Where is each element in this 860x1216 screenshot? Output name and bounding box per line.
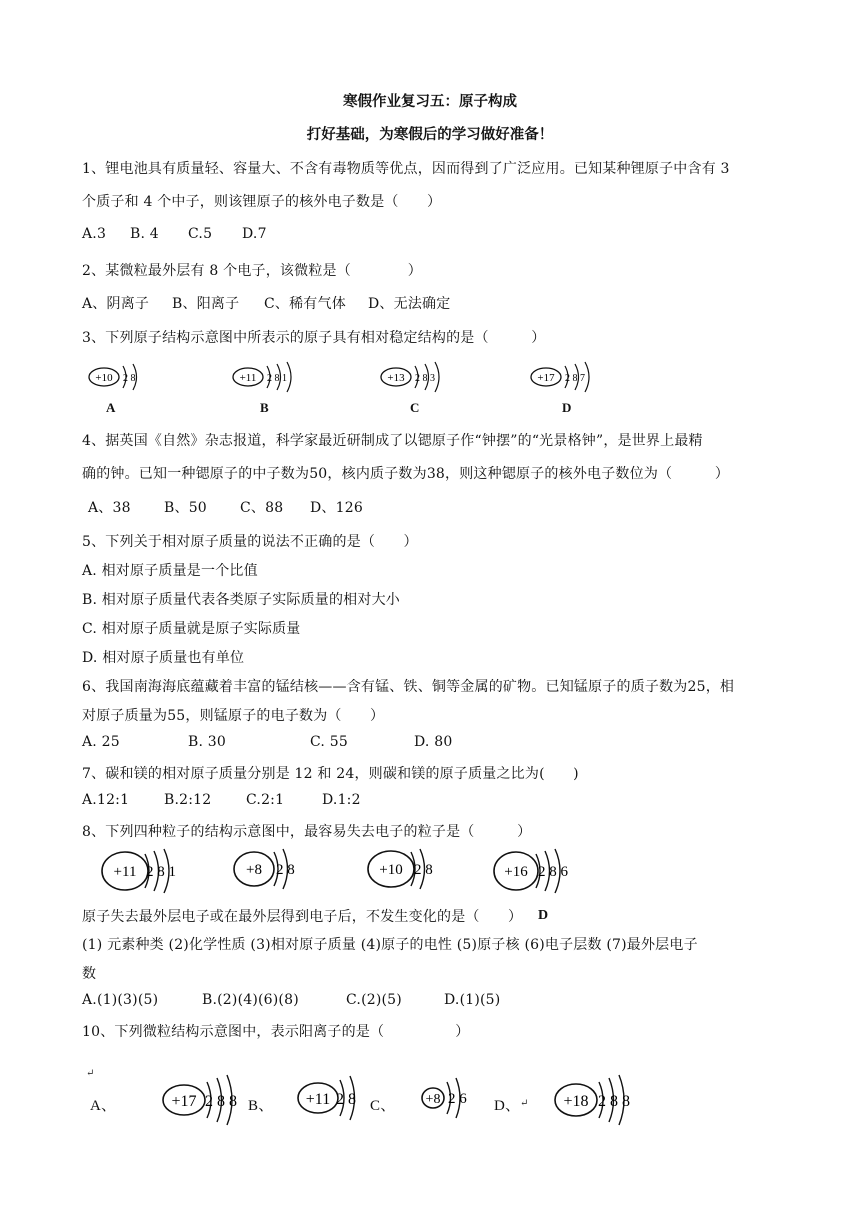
q3-letter-b: B [260,400,269,415]
q3-b-shells: 2 8 1 [267,373,287,384]
q9-option-d: D.(1)(5) [444,992,501,1008]
paragraph-mark-d: ↵ [520,1098,529,1109]
q8-d-shells: 2 8 6 [538,864,568,880]
q8-d-nucleus: +16 [504,864,528,880]
q5-option-c: C. 相对原子质量就是原子实际质量 [82,621,301,637]
q10-label-a: A、 [90,1098,117,1114]
q9-option-b: B.(2)(4)(6)(8) [202,992,299,1008]
page-title: 寒假作业复习五：原子构成 [343,93,517,110]
q8-diagram-b [232,846,312,896]
q3-letter-a: A [106,400,116,415]
q5-option-d: D. 相对原子质量也有单位 [82,650,245,666]
q9-option-c: C.(2)(5) [346,992,402,1008]
q10-d-nucleus: +18 [563,1093,589,1110]
q8-c-shells: 2 8 [414,862,433,878]
q3-a-nucleus: +10 [95,372,113,384]
q8-b-nucleus: +8 [246,862,262,878]
q3-d-shells: 2 8 7 [565,373,585,384]
q9-items-line1: (1) 元素种类 (2)化学性质 (3)相对原子质量 (4)原子的电性 (5)原子核 (6)电子层数 (7)最外层电子 [82,937,698,953]
q2-option-c: C、稀有气体 [264,296,346,312]
q8-b-shells: 2 8 [276,862,295,878]
q4-option-d: D、126 [310,500,363,516]
q4-stem-line1: 4、据英国《自然》杂志报道，科学家最近研制成了以锶原子作“钟摆”的“光景格钟”，是世界上最精 [82,433,703,449]
q3-c-nucleus: +13 [387,372,405,384]
q1-option-b: B. 4 [130,226,159,242]
q10-c-shells: 2 6 [448,1091,467,1107]
q4-option-a: A、38 [88,500,131,516]
q10-c-nucleus: +8 [425,1092,441,1107]
q7-stem: 7、碳和镁的相对原子质量分别是 12 和 24，则碳和镁的原子质量之比为( ) [82,766,579,782]
q4-option-b: B、50 [164,500,207,516]
q7-option-d: D.1:2 [322,792,361,808]
q1-option-a: A.3 [82,226,107,242]
q6-option-a: A. 25 [82,734,120,750]
q7-options [82,792,361,808]
q10-diagram-c [420,1074,490,1124]
q3-diagram-b [230,360,320,394]
q5-stem: 5、下列关于相对原子质量的说法不正确的是（ ） [82,534,418,550]
q5-option-b: B. 相对原子质量代表各类原子实际质量的相对大小 [82,592,400,608]
q6-option-b: B. 30 [188,734,227,750]
q10-a-nucleus: +17 [171,1093,197,1110]
q9-stem: 原子失去最外层电子或在最外层得到电子后，不发生变化的是（ ） [82,909,523,925]
q1-option-d: D.7 [242,226,267,242]
q3-d-nucleus: +17 [537,372,555,384]
q3-c-shells: 2 8 3 [415,373,435,384]
q8-stem: 8、下列四种粒子的结构示意图中，最容易失去电子的粒子是（ ） [82,824,532,840]
q10-diagram-b [296,1072,376,1128]
q7-option-c: C.2:1 [246,792,285,808]
q2-options [82,293,450,313]
q4-options [88,497,363,517]
q3-letter-d: D [562,400,572,415]
q9-items-line2: 数 [82,966,97,982]
q5-option-a: A. 相对原子质量是一个比值 [82,563,258,579]
q3-b-nucleus: +11 [239,372,257,384]
q8-letter-d: D [538,908,549,923]
q10-b-shells: 2 8 [336,1091,356,1108]
q7-option-a: A.12:1 [82,792,130,808]
q10-diagram-a [160,1072,250,1128]
q3-stem: 3、下列原子结构示意图中所表示的原子具有相对稳定结构的是（ ） [82,330,546,346]
q2-option-d: D、无法确定 [368,296,451,312]
q3-letter-c: C [410,400,420,415]
q9-option-a: A.(1)(3)(5) [82,992,159,1008]
q10-stem: 10、下列微粒结构示意图中，表示阳离子的是（ ） [82,1024,470,1040]
paragraph-mark: ↵ [86,1068,95,1079]
q8-diagram-c [366,846,446,896]
q1-stem-line1: 1、锂电池具有质量轻、容量大、不含有毒物质等优点，因而得到了广泛应用。已知某种锂原子中含有 3 [82,161,730,177]
page-subtitle: 打好基础，为寒假后的学习做好准备！ [306,126,554,143]
q10-label-c: C、 [370,1098,396,1114]
q2-option-a: A、阴离子 [82,296,150,312]
q6-options [82,734,452,750]
q2-option-b: B、阳离子 [172,296,240,312]
q10-d-shells: 2 8 8 [598,1093,630,1110]
q1-options [82,226,267,242]
q7-option-b: B.2:12 [164,792,212,808]
q1-option-c: C.5 [188,226,213,242]
q10-a-shells: 2 8 8 [205,1093,237,1110]
q4-stem-line2: 确的钟。已知一种锶原子的中子数为50，核内质子数为38，则这种锶原子的核外电子数位为（ ） [82,466,730,482]
q3-diagram-a [86,360,166,394]
q6-option-d: D. 80 [414,734,453,750]
q8-a-nucleus: +11 [113,864,137,880]
q9-options [82,992,500,1008]
q10-label-d: D、 [494,1098,521,1114]
q8-diagram-d [492,846,592,896]
q1-stem-line2: 个质子和 4 个中子，则该锂原子的核外电子数是（ ） [82,194,442,210]
q10-diagram-d [552,1072,652,1128]
q4-option-c: C、88 [240,500,284,516]
q6-option-c: C. 55 [310,734,348,750]
q10-label-b: B、 [248,1098,274,1114]
q8-a-shells: 2 8 1 [146,864,176,880]
q3-a-shells: 2 8 [123,373,136,384]
q6-stem-line1: 6、我国南海海底蕴藏着丰富的锰结核——含有锰、铁、铜等金属的矿物。已知锰原子的质子数为25，相 [82,679,735,695]
q3-diagram-c [378,360,468,394]
q6-stem-line2: 对原子质量为55，则锰原子的电子数为（ ） [82,708,385,724]
q2-stem: 2、某微粒最外层有 8 个电子，该微粒是（ ） [82,263,422,279]
q3-diagram-d [528,360,618,394]
q8-c-nucleus: +10 [379,862,403,878]
q8-diagram-a [100,846,200,896]
q10-b-nucleus: +11 [305,1091,331,1108]
